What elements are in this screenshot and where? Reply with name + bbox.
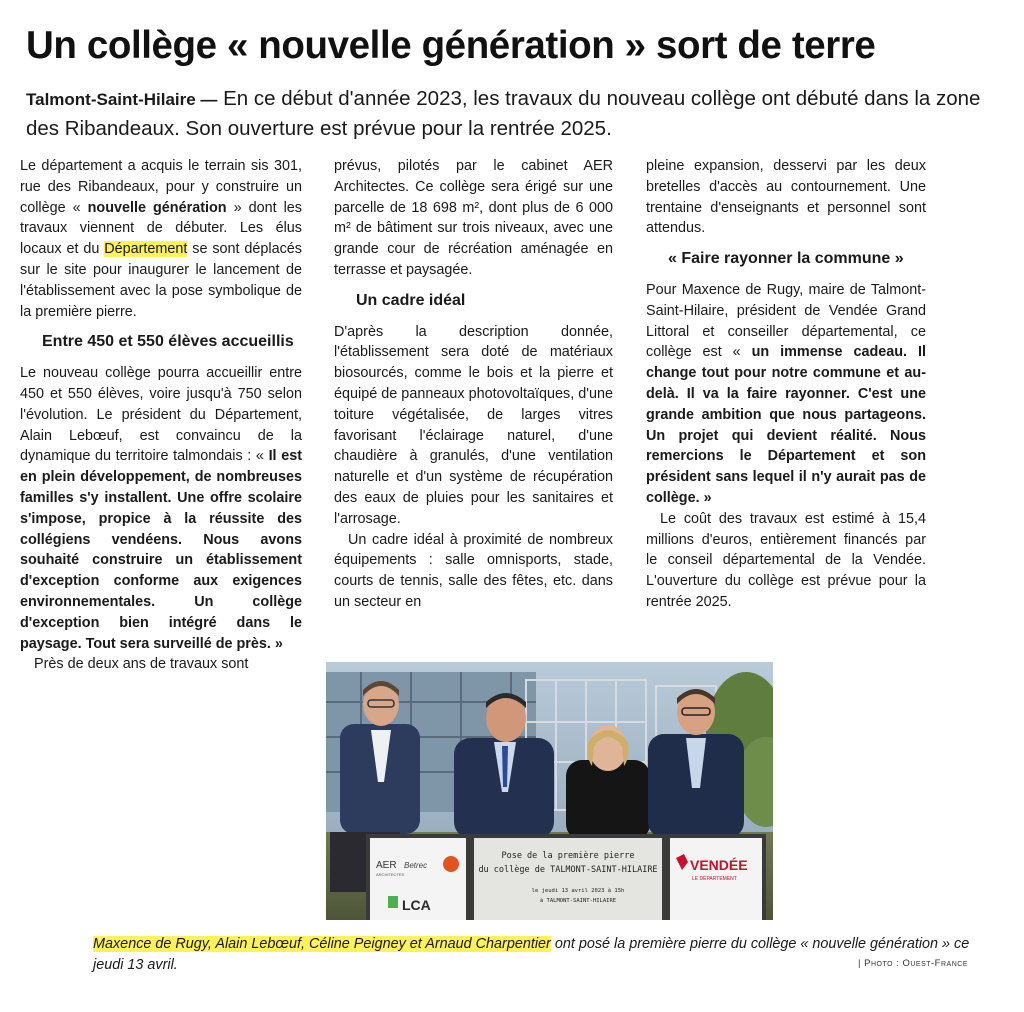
plaque-line: du collège de TALMONT-SAINT-HILAIRE [478,865,658,875]
column-2 [334,156,613,613]
paragraph: Un cadre idéal à proximité de nombreux équipements : salle omnisports, stade, courts de tennis, salle des fêtes, etc. dans un secteur en [334,531,613,610]
article-photo [326,662,773,920]
subheading: « Faire rayonner la commune » [668,250,904,268]
column-3 [646,156,926,613]
paragraph [646,280,926,509]
photo-caption [93,934,973,975]
paragraph: Près de deux ans de travaux sont [34,656,249,673]
emphasis: nouvelle génération [87,199,227,216]
lede-text: En ce début d'année 2023, les travaux du nouveau collège ont débuté dans la zone des Ribandeaux. Son ouverture est prévue pour la rentrée 2025. [26,87,981,140]
paragraph: pleine expansion, desservi par les deux bretelles d'accès au contournement. Une trentaine d'enseignants et personnel sont attendus. [646,158,926,237]
logo-circle-icon [443,856,459,872]
text-run: » dont les travaux viennent de débuter. Les élus locaux et du [20,199,302,258]
text-run: Pour Maxence de Rugy, maire de Talmont-Saint-Hilaire, président de Vendée Grand Littoral et conseiller départemental, ce collège est « [646,281,926,361]
subheading: Un cadre idéal [356,291,466,309]
lede [26,84,1001,143]
logo-vendee-sub: LE DÉPARTEMENT [692,876,737,882]
logo-betrec-text: Betrec [404,861,428,870]
text-run: » [270,635,283,652]
paragraph: Le coût des travaux est estimé à 15,4 millions d'euros, entièrement financés par le conseil départemental de la Vendée. L'ouverture du collège est prévue pour la rentrée 2025. [646,510,926,610]
logo-aer-sub: ARCHITECTES [376,872,405,877]
text-run: Le nouveau collège pourra accueillir entre 450 et 550 élèves, voire jusqu'à 750 selon l'évolution. Le président du Département, Alain Lebœuf, est convaincu de la dynamique du territoire talmondais : « [20,365,302,465]
column-1 [20,156,302,675]
logo-vendee-text: VENDÉE [690,857,748,873]
text-run: Le département a acquis le terrain sis 301, rue des Ribandeaux, pour y construire un collège « [20,158,302,216]
logo-lca-text: LCA [402,897,431,913]
paragraph: prévus, pilotés par le cabinet AER Architectes. Ce collège sera érigé sur une parcelle de 18 698 m², dont plus de 6 000 m² de bâtiment sur trois niveaux, avec une grande cour de récréation aménagée en terrasse et paysagée. [334,158,613,278]
photo-illustration [326,662,773,920]
caption-names: Maxence de Rugy, Alain Lebœuf, Céline Peigney et Arnaud Charpentier [93,936,551,952]
plaque-line: à TALMONT-SAINT-HILAIRE [539,898,617,904]
headline: Un collège « nouvelle génération » sort de terre [26,24,876,67]
photo-credit: | Photo : Ouest-France [858,958,968,969]
logo-aer-text: AER [376,860,397,871]
paragraph: D'après la description donnée, l'établissement sera doté de matériaux biosourcés, comme le bois et la pierre et équipé de panneaux photovoltaïques, d'une toiture végétalisée, de larges vitres favorisant l'éclairage naturel, d'une chaudière à granulés, d'une ventilation naturelle et d'un système de récupération des eaux de pluies pour les sanitaires et l'arrosage. [334,323,613,527]
caption-text: ont posé la première pierre du collège « nouvelle génération » ce jeudi 13 avril. [93,936,970,973]
paragraph [20,363,302,654]
house-icon [388,896,398,908]
plaque-line: le jeudi 13 avril 2023 à 15h [531,888,625,894]
dateline-location: Talmont-Saint-Hilaire — [26,90,218,109]
quote: Il est en plein développement, de nombreuses familles s'y installent. Une offre scolaire s'impose, propice à la réussite des collégiens vendéens. Nous avons souhaité construire un établissement d'exception conforme aux exigences environnementales. Un collège d'exception bien intégré dans le paysage. Tout sera surveillé de près. [20,448,302,652]
text-run: se sont déplacés sur le site pour inaugurer le lancement de l'établissement avec la pose symbolique de la première pierre. [20,241,302,320]
highlighted-word: Département [104,241,188,258]
text-run: » [699,489,712,506]
plaque-line: Pose de la première pierre [501,851,635,861]
subheading: Entre 450 et 550 élèves accueillis [42,333,294,351]
quote: un immense cadeau. Il change tout pour notre commune et au-delà. Il va la faire rayonner. C'est une grande ambition que nous partageons. Un projet qui devient réalité. Nous remercions le Département et son président sans lequel il n'y aurait pas de collège. [646,344,926,506]
paragraph [20,156,302,322]
